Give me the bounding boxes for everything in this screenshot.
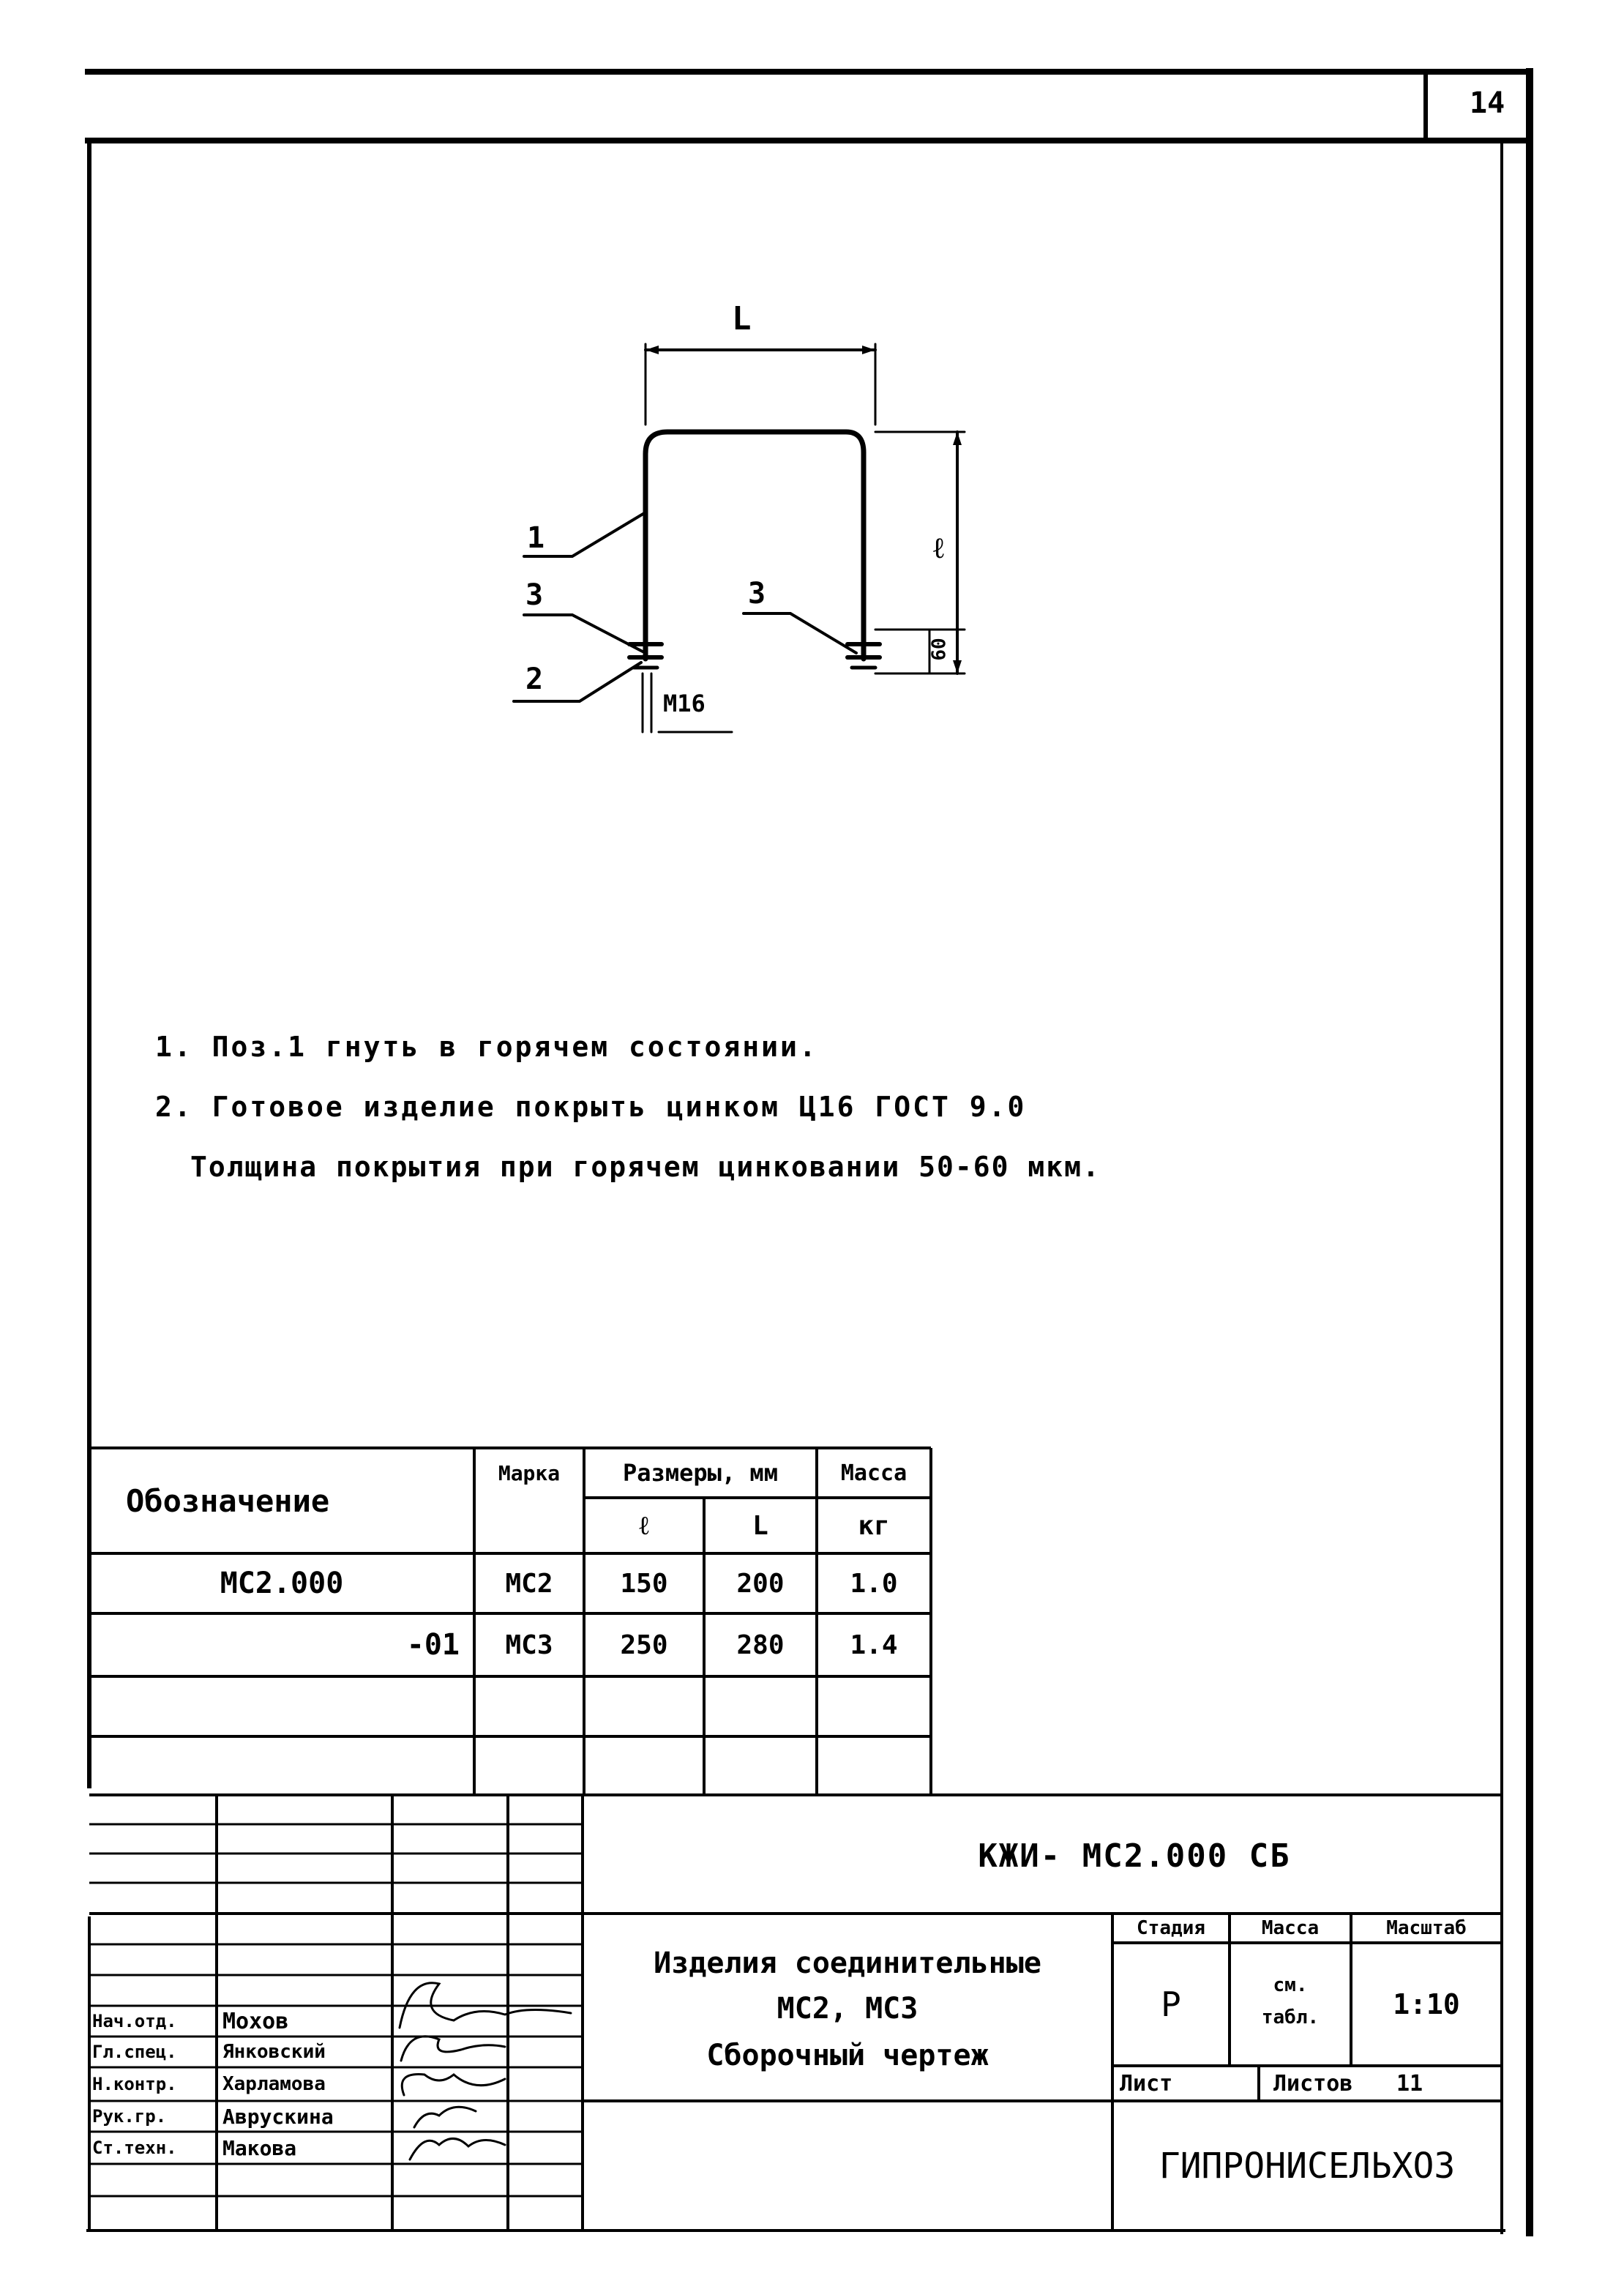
table-row-1-designation: МС2.000: [220, 1567, 344, 1600]
name-5: Макова: [222, 2135, 297, 2160]
sheets-label: Листов: [1273, 2070, 1353, 2097]
table-row-1-L: 200: [736, 1568, 785, 1599]
mass-label: Масса: [1261, 1917, 1320, 1939]
role-5: Ст.техн.: [92, 2138, 177, 2158]
thread-label: M16: [663, 690, 706, 717]
note-line-2: 2. Готовое изделие покрыть цинком Ц16 ГОСТ 9.0: [155, 1091, 1027, 1123]
name-1: Мохов: [222, 2008, 289, 2034]
table-row-1-mass: 1.0: [850, 1568, 898, 1599]
mass-value-line-1: см.: [1273, 1974, 1308, 1996]
role-3: Н.контр.: [92, 2074, 177, 2094]
table-row-2-mass: 1.4: [850, 1630, 898, 1660]
title-line-1: Изделия соединительные: [654, 1946, 1041, 1980]
mass-value-line-2: табл.: [1261, 2007, 1320, 2028]
dimension-l-label: ℓ: [933, 531, 944, 565]
header-designation: Обозначение: [126, 1482, 330, 1519]
signature-4: [414, 2107, 476, 2127]
title-line-3: Сборочный чертеж: [706, 2039, 989, 2072]
header-mass-unit: кг: [858, 1510, 890, 1541]
header-mark: Марка: [498, 1460, 561, 1485]
name-2: Янковский: [222, 2041, 326, 2063]
callout-1: 1: [527, 521, 545, 555]
table-row-2-mark: МС3: [505, 1630, 553, 1660]
sheet-label: Лист: [1120, 2070, 1173, 2097]
role-2: Гл.спец.: [92, 2042, 177, 2062]
table-row-2-l: 250: [620, 1630, 668, 1660]
stage-value: Р: [1161, 1985, 1181, 2024]
note-line-3: Толщина покрытия при горячем цинковании 50-60 мкм.: [190, 1151, 1101, 1183]
header-mass: Масса: [840, 1460, 908, 1486]
header-dimensions: Размеры, мм: [623, 1459, 778, 1487]
callout-3-left: 3: [525, 578, 544, 612]
note-line-1: 1. Поз.1 гнуть в горячем состоянии.: [155, 1031, 818, 1063]
signature-1: [400, 1983, 571, 2028]
name-3: Харламова: [222, 2073, 326, 2095]
callout-2: 2: [525, 662, 544, 696]
dimension-60-label: 60: [928, 638, 951, 661]
role-1: Нач.отд.: [92, 2011, 177, 2031]
header-l: ℓ: [639, 1511, 649, 1541]
signature-2: [401, 2037, 505, 2061]
table-row-1-mark: МС2: [505, 1568, 553, 1599]
signature-3: [402, 2075, 505, 2095]
table-row-2-L: 280: [736, 1630, 785, 1660]
title-line-2: МС2, МС3: [777, 1992, 918, 2026]
scale-value: 1:10: [1393, 1988, 1460, 2020]
name-4: Аврускина: [222, 2104, 334, 2129]
scale-label: Масштаб: [1386, 1917, 1467, 1939]
callout-3-right: 3: [748, 577, 766, 611]
document-code: КЖИ- МС2.000 СБ: [978, 1837, 1291, 1875]
organization: ГИПРОНИСЕЛЬХОЗ: [1159, 2145, 1456, 2187]
signature-5: [410, 2138, 505, 2160]
table-row-1-l: 150: [620, 1568, 668, 1599]
sheet-number: 14: [1470, 86, 1505, 120]
role-4: Рук.гр.: [92, 2106, 167, 2127]
dimension-L-label: L: [732, 300, 752, 337]
stage-label: Стадия: [1137, 1917, 1205, 1939]
header-L: L: [752, 1510, 768, 1541]
sheets-value: 11: [1396, 2070, 1423, 2097]
table-row-2-designation: -01: [406, 1628, 460, 1662]
